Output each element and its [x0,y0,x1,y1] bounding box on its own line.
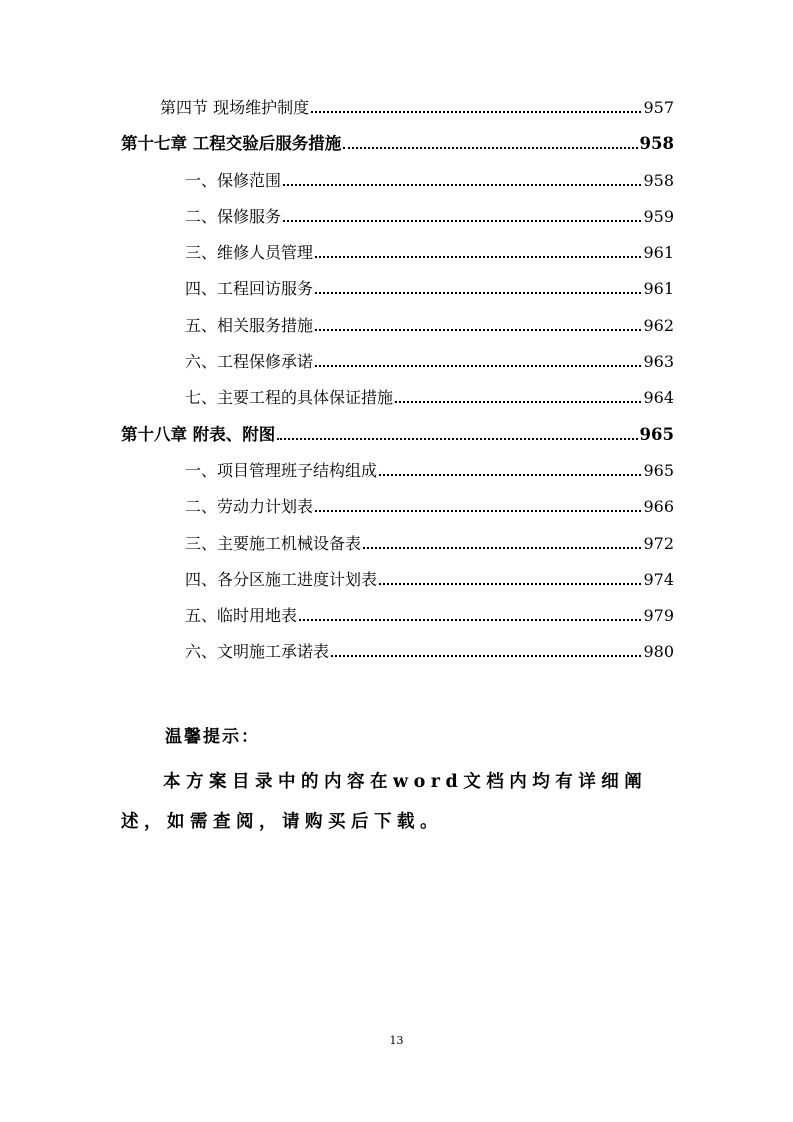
toc-dot-leader [395,401,641,403]
toc-entry-page: 963 [643,352,674,371]
toc-dot-leader [299,619,641,621]
toc-entry-label: 二、保修服务 [185,207,282,226]
toc-chapter-entry[interactable] [121,132,674,156]
toc-dot-leader [315,256,641,258]
toc-entry[interactable] [185,604,674,628]
toc-entry-label: 三、维修人员管理 [185,243,314,262]
tip-body: 本方案目录中的内容在word文档内均有详细阐述，如需查阅，请购买后下载。 [121,772,648,832]
toc-entry[interactable] [185,568,674,592]
toc-entry[interactable] [185,640,674,664]
toc-entry[interactable] [185,205,674,229]
toc-entry-label: 第十八章 附表、附图 [121,425,276,444]
toc-entry-label: 七、主要工程的具体保证措施 [185,388,394,407]
toc-dot-leader [283,184,641,186]
toc-entry[interactable] [185,532,674,556]
toc-entry[interactable] [185,314,674,338]
toc-entry-label: 二、劳动力计划表 [185,497,314,516]
toc-entry-page: 965 [643,461,674,480]
toc-entry-page: 961 [643,279,674,298]
toc-entry[interactable] [185,459,674,483]
toc-entry[interactable] [185,495,674,519]
toc-entry-page: 958 [643,171,674,190]
toc-dot-leader [363,547,641,549]
toc-dot-leader [315,365,641,367]
toc-entry-label: 一、项目管理班子结构组成 [185,461,378,480]
toc-dot-leader [379,474,641,476]
toc-dot-leader [343,147,637,149]
toc-entry[interactable] [185,169,674,193]
toc-entry[interactable] [160,96,674,120]
toc-entry-label: 一、保修范围 [185,171,282,190]
toc-dot-leader [277,438,637,440]
toc-dot-leader [315,329,641,331]
toc-entry-page: 958 [639,134,674,153]
toc-entry-label: 三、主要施工机械设备表 [185,534,362,553]
toc-entry-page: 974 [643,570,674,589]
page-number: 13 [389,1034,404,1047]
tip-title: 温馨提示： [165,727,260,747]
toc-dot-leader [379,583,641,585]
toc-entry[interactable] [185,277,674,301]
toc-dot-leader [315,292,641,294]
toc-entry-page: 959 [643,207,674,226]
toc-entry[interactable] [185,386,674,410]
toc-entry-page: 964 [643,388,674,407]
toc-chapter-entry[interactable] [121,423,674,447]
toc-entry-label: 五、临时用地表 [185,606,298,625]
toc-dot-leader [283,220,641,222]
toc-entry-label: 四、工程回访服务 [185,279,314,298]
toc-dot-leader [311,111,641,113]
toc-entry-label: 第十七章 工程交验后服务措施 [121,134,342,153]
toc-entry-label: 六、文明施工承诺表 [185,642,330,661]
toc-entry-page: 972 [643,534,674,553]
toc-entry-page: 980 [643,642,674,661]
toc-entry-page: 957 [643,98,674,117]
toc-entry-page: 961 [643,243,674,262]
toc-entry-page: 966 [643,497,674,516]
toc-entry-label: 第四节 现场维护制度 [160,98,310,117]
toc-entry-label: 六、工程保修承诺 [185,352,314,371]
toc-entry-page: 962 [643,316,674,335]
toc-entry-page: 965 [639,425,674,444]
toc-entry-label: 四、各分区施工进度计划表 [185,570,378,589]
toc-entry-page: 979 [643,606,674,625]
toc-entry-label: 五、相关服务措施 [185,316,314,335]
toc-entry[interactable] [185,350,674,374]
toc-entry[interactable] [185,241,674,265]
toc-dot-leader [331,655,641,657]
toc-dot-leader [315,510,641,512]
